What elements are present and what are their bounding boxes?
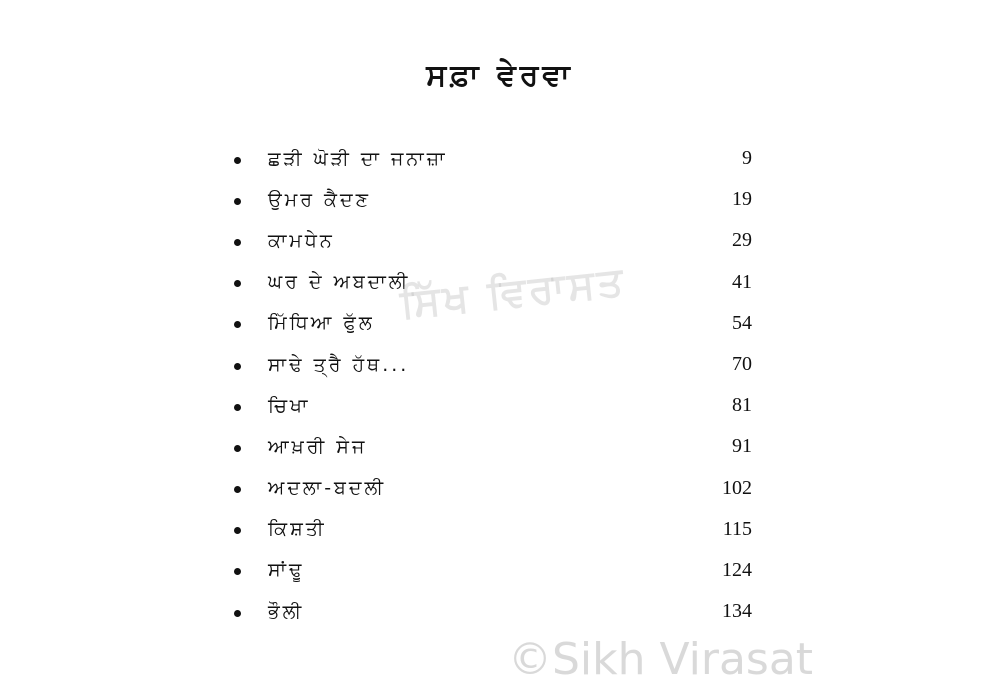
toc-entry-title: ਕਾਮਧੇਨ — [268, 229, 335, 252]
toc-entry-title: ਉਮਰ ਕੈਦਣ — [268, 188, 371, 211]
bullet-icon — [234, 198, 241, 205]
toc-entry-page: 41 — [732, 270, 752, 293]
toc-entry — [224, 468, 764, 509]
toc-entry-page: 124 — [722, 558, 752, 581]
toc-entry-page: 9 — [742, 147, 752, 170]
toc-entry — [224, 220, 764, 261]
toc-entry — [224, 262, 764, 303]
toc-entry-title: ਮਿੱਧਿਆ ਫੁੱਲ — [268, 312, 375, 335]
toc-entry-title: ਭੌਲੀ — [268, 600, 305, 623]
toc-entry — [224, 591, 764, 632]
table-of-contents — [224, 138, 764, 632]
toc-entry — [224, 138, 764, 179]
bullet-icon — [234, 610, 241, 617]
bullet-icon — [234, 445, 241, 452]
toc-entry — [224, 426, 764, 467]
toc-entry-page: 102 — [722, 476, 752, 499]
bullet-icon — [234, 486, 241, 493]
toc-entry-title: ਛੜੀ ਘੋੜੀ ਦਾ ਜਨਾਜ਼ਾ — [268, 147, 448, 170]
bullet-icon — [234, 568, 241, 575]
watermark-gurmukhi: ਸਿੱਖ ਵਿਰਾਸਤ — [398, 258, 629, 328]
bullet-icon — [234, 280, 241, 287]
toc-entry-page: 115 — [722, 517, 752, 540]
bullet-icon — [234, 157, 241, 164]
toc-entry-title: ਘਰ ਦੇ ਅਬਦਾਲੀ — [268, 271, 411, 294]
toc-entry-page: 19 — [732, 188, 752, 211]
page-title: ਸਫ਼ਾ ਵੇਰਵਾ — [426, 58, 574, 93]
toc-entry-page: 70 — [732, 353, 752, 376]
bullet-icon — [234, 527, 241, 534]
toc-entry-title: ਸਾਂਢੂ — [268, 559, 305, 582]
toc-entry — [224, 179, 764, 220]
toc-entry — [224, 385, 764, 426]
toc-entry — [224, 303, 764, 344]
toc-entry — [224, 344, 764, 385]
toc-entry-title: ਆਖ਼ਰੀ ਸੇਜ — [268, 435, 368, 458]
toc-entry-page: 81 — [732, 394, 752, 417]
toc-entry-title: ਚਿਖਾ — [268, 394, 311, 417]
toc-entry-title: ਅਦਲਾ-ਬਦਲੀ — [268, 477, 387, 500]
bullet-icon — [234, 363, 241, 370]
bullet-icon — [234, 321, 241, 328]
toc-entry — [224, 550, 764, 591]
bullet-icon — [234, 239, 241, 246]
toc-entry-page: 54 — [732, 311, 752, 334]
toc-entry — [224, 509, 764, 550]
bullet-icon — [234, 404, 241, 411]
toc-entry-page: 134 — [722, 600, 752, 623]
toc-entry-page: 91 — [732, 435, 752, 458]
watermark-copyright: ©Sikh Virasat — [508, 634, 814, 685]
toc-entry-title: ਕਿਸ਼ਤੀ — [268, 518, 327, 541]
toc-entry-page: 29 — [732, 229, 752, 252]
toc-entry-title: ਸਾਢੇ ਤ੍ਰੈ ਹੱਥ... — [268, 353, 410, 376]
